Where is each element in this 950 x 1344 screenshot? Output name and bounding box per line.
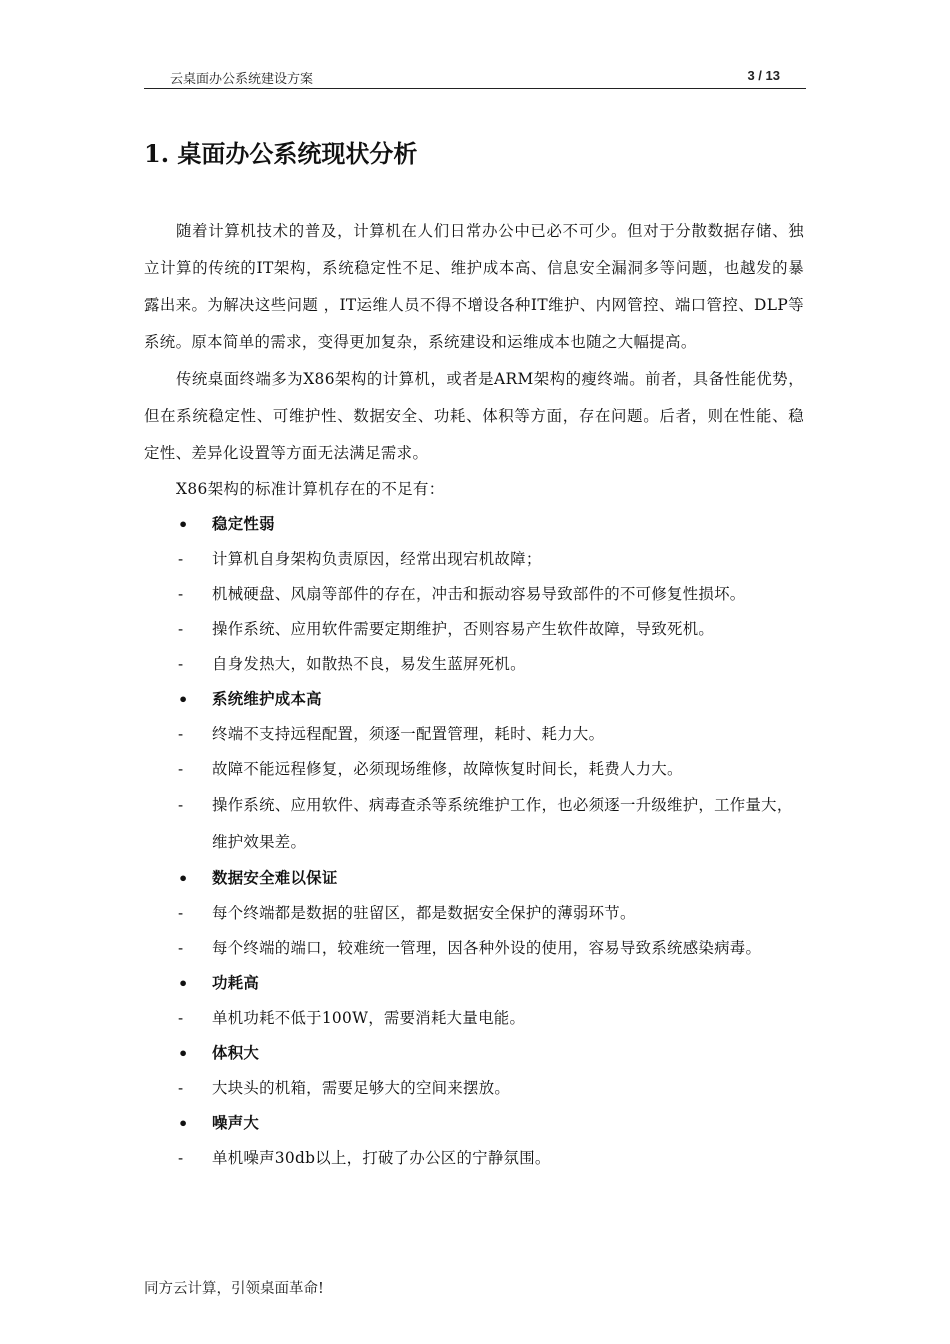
bullet-item — [144, 507, 804, 542]
dash-item — [144, 542, 804, 577]
bullet-item — [144, 1106, 804, 1141]
dash-item — [144, 577, 804, 612]
dash-item — [144, 931, 804, 966]
dash-text: 每个终端都是数据的驻留区，都是数据安全保护的薄弱环节。 — [212, 904, 636, 922]
dash-marker: - — [178, 1080, 184, 1097]
bullet-title: 稳定性弱 — [212, 515, 275, 533]
dash-text: 每个终端的端口，较难统一管理，因各种外设的使用，容易导致系统感染病毒。 — [212, 939, 762, 957]
dash-item — [144, 787, 804, 861]
dash-marker: - — [178, 1150, 184, 1167]
dash-text: 单机功耗不低于100W，需要消耗大量电能。 — [212, 1009, 526, 1027]
bullet-title: 系统维护成本高 — [212, 690, 322, 708]
dash-text: 计算机自身架构负责原因，经常出现宕机故障； — [212, 550, 542, 568]
dash-text: 操作系统、应用软件、病毒查杀等系统维护工作，也必须逐一升级维护，工作量大，维护效果差。 — [212, 796, 793, 851]
bullet-marker: • — [178, 515, 189, 534]
dash-text: 故障不能远程修复，必须现场维修，故障恢复时间长，耗费人力大。 — [212, 760, 683, 778]
dash-item — [144, 612, 804, 647]
dash-text: 大块头的机箱，需要足够大的空间来摆放。 — [212, 1079, 511, 1097]
bullet-title: 噪声大 — [212, 1114, 260, 1132]
dash-marker: - — [178, 621, 184, 638]
bullet-marker: • — [178, 869, 189, 888]
bullet-title: 数据安全难以保证 — [212, 869, 338, 887]
page-footer: 同方云计算，引领桌面革命! — [144, 1281, 324, 1297]
dash-text: 自身发热大，如散热不良，易发生蓝屏死机。 — [212, 655, 526, 673]
dash-text: 单机噪声30db以上，打破了办公区的宁静氛围。 — [212, 1149, 551, 1167]
dash-item — [144, 647, 804, 682]
dash-item — [144, 1071, 804, 1106]
bullet-title: 功耗高 — [212, 974, 260, 992]
document-title: 云桌面办公系统建设方案 — [170, 72, 314, 87]
dash-text: 机械硬盘、风扇等部件的存在，冲击和振动容易导致部件的不可修复性损坏。 — [212, 585, 746, 603]
dash-marker: - — [178, 797, 184, 814]
dash-marker: - — [178, 940, 184, 957]
dash-text: 操作系统、应用软件需要定期维护，否则容易产生软件故障，导致死机。 — [212, 620, 715, 638]
dash-item — [144, 896, 804, 931]
dash-text: 终端不支持远程配置，须逐一配置管理，耗时、耗力大。 — [212, 725, 605, 743]
section-heading: 1. 桌面办公系统现状分析 — [144, 139, 418, 168]
bullet-item — [144, 966, 804, 1001]
page-number: 3 / 13 — [747, 68, 780, 83]
dash-marker: - — [178, 726, 184, 743]
dash-marker: - — [178, 656, 184, 673]
bullet-title: 体积大 — [212, 1044, 260, 1062]
bullet-marker: • — [178, 690, 189, 709]
dash-item — [144, 1001, 804, 1036]
paragraph-terminals: 传统桌面终端多为X86架构的计算机，或者是ARM架构的瘦终端。前者，具备性能优势，但在系统稳定性、可维护性、数据安全、功耗、体积等方面，存在问题。后者，则在性能、稳定性、差异化设置等方面无法满足需求。 — [144, 370, 804, 462]
bullet-marker: • — [178, 1044, 189, 1063]
body-content — [144, 213, 804, 1176]
paragraph-intro: 随着计算机技术的普及，计算机在人们日常办公中已必不可少。但对于分散数据存储、独立计算的传统的IT架构，系统稳定性不足、维护成本高、信息安全漏洞多等问题，也越发的暴露出来。为解决这些问题 ，IT运维人员不得不增设各种IT维护、内网管控、端口管控、DLP等系统。原本简单的需求，变得更加复杂，系统建设和运维成本也随之大幅提高。 — [144, 222, 804, 351]
page-header — [144, 66, 806, 89]
dash-marker: - — [178, 761, 184, 778]
paragraph-shortcomings-lead: X86架构的标准计算机存在的不足有： — [176, 480, 445, 498]
bullet-item — [144, 682, 804, 717]
dash-item — [144, 752, 804, 787]
dash-marker: - — [178, 551, 184, 568]
bullet-marker: • — [178, 1114, 189, 1133]
dash-marker: - — [178, 586, 184, 603]
bullet-item — [144, 1036, 804, 1071]
bullet-item — [144, 861, 804, 896]
dash-marker: - — [178, 1010, 184, 1027]
dash-item — [144, 1141, 804, 1176]
bullet-marker: • — [178, 974, 189, 993]
dash-marker: - — [178, 905, 184, 922]
dash-item — [144, 717, 804, 752]
